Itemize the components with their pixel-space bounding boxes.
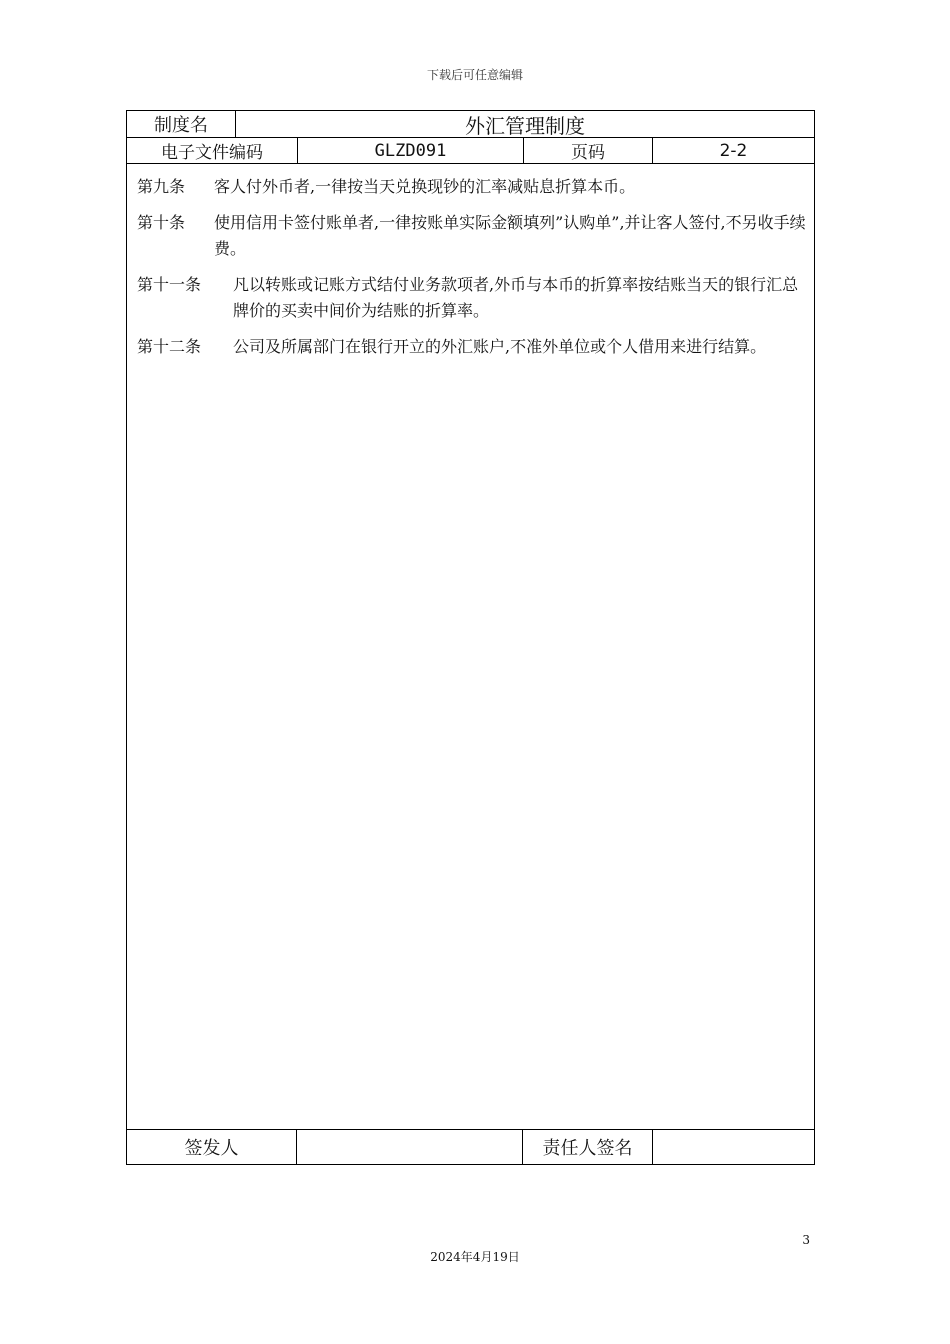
article-text: 客人付外币者,一律按当天兑换现钞的汇率减贴息折算本币。: [214, 177, 636, 196]
meta-row: [127, 138, 814, 164]
article-10: [137, 210, 806, 262]
articles-area: [127, 164, 814, 1130]
article-11: [137, 272, 806, 324]
article-text: 凡以转账或记账方式结付业务款项者,外币与本币的折算率按结账当天的银行汇总牌价的买卖中间价为结账的折算率。: [233, 275, 799, 320]
signature-row: [127, 1130, 814, 1164]
name-label: 制度名: [127, 111, 236, 137]
issuer-label: 签发人: [127, 1130, 297, 1164]
article-text: 使用信用卡签付账单者,一律按账单实际金额填列”认购单”,并让客人签付,不另收手续费。: [214, 213, 806, 258]
regulation-title: 外汇管理制度: [465, 113, 585, 138]
footer-date: 2024年4月19日: [430, 1250, 520, 1264]
article-12: [137, 334, 806, 360]
article-label: 第九条: [137, 177, 186, 196]
header-note: 下载后可任意编辑: [426, 68, 523, 82]
responsible-signature-field[interactable]: [653, 1130, 814, 1164]
issuer-field[interactable]: [297, 1130, 523, 1164]
code-value: GLZD091: [298, 138, 524, 163]
article-label: 第十二条: [137, 337, 202, 356]
page-label: 页码: [524, 138, 653, 163]
page-number: 3: [802, 1233, 810, 1247]
article-label: 第十条: [137, 213, 186, 232]
article-9: [137, 174, 806, 200]
regulation-form: [126, 110, 815, 1165]
title-row: [127, 111, 814, 138]
code-label: 电子文件编码: [127, 138, 298, 163]
responsible-label: 责任人签名: [523, 1130, 653, 1164]
article-text: 公司及所属部门在银行开立的外汇账户,不准外单位或个人借用来进行结算。: [233, 337, 767, 356]
page-value: 2-2: [719, 140, 748, 161]
article-label: 第十一条: [137, 275, 202, 294]
